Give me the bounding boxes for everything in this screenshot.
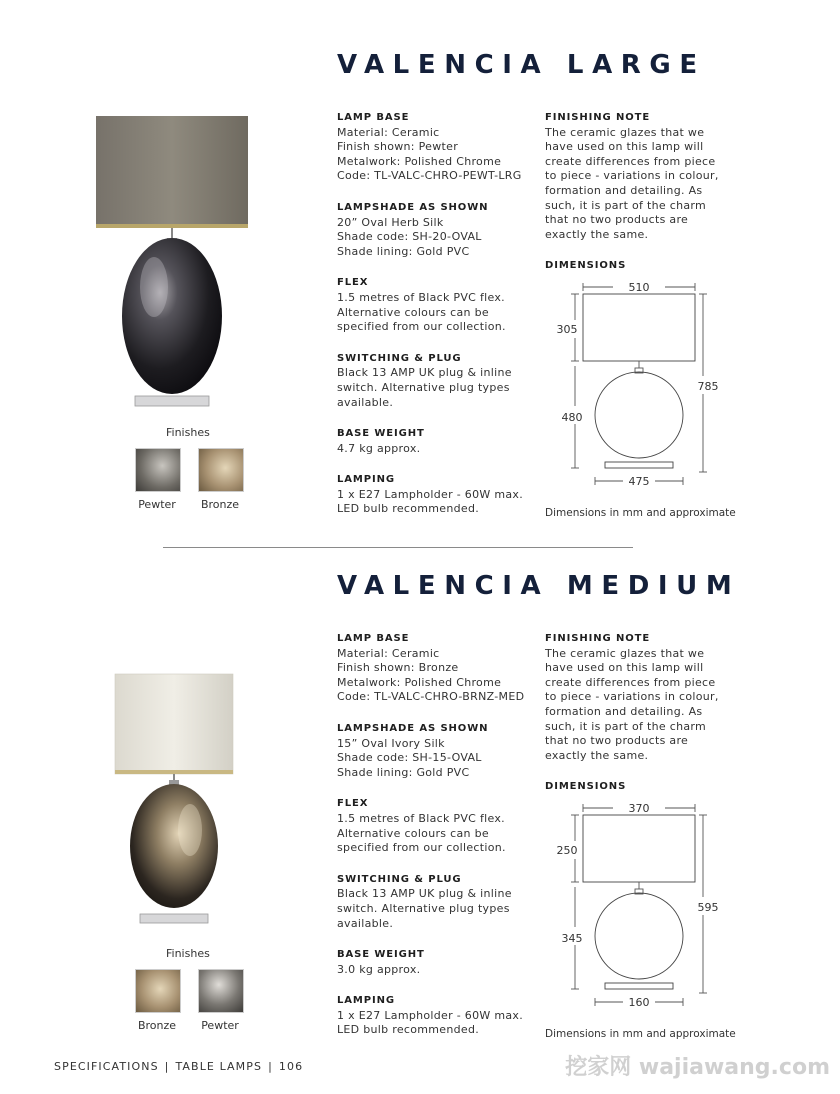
spec-heading: LAMP BASE [337,112,410,123]
finish-label-bronze: Bronze [200,498,240,511]
note-line: to piece - variations in colour, [545,690,719,704]
spec-flex [337,797,537,855]
spec-line: Shade code: SH-20-OVAL [337,230,482,244]
note-line: The ceramic glazes that we [545,125,705,139]
lamp-shade [96,116,248,228]
spec-line: Material: Ceramic [337,646,440,660]
spec-line: specified from our collection. [337,320,506,334]
section-divider [163,547,633,548]
finish-swatch-bronze[interactable] [198,448,244,492]
note-line: such, it is part of the charm [545,198,707,212]
spec-heading: LAMPING [337,474,395,486]
note-line: have used on this lamp will [545,661,704,675]
spec-line: LED bulb recommended. [337,1023,480,1037]
spec-lamping [337,994,537,1038]
lamp-shade [115,674,233,774]
lamp-image [105,670,245,932]
spec-column [337,111,537,534]
note-line: create differences from piece [545,154,716,168]
spec-heading: LAMPSHADE AS SHOWN [337,201,489,213]
dim-base-width: 475 [628,475,650,488]
spec-column [337,632,537,1055]
spec-line: Finish shown: Bronze [337,661,459,675]
spec-line: LED bulb recommended. [337,502,480,516]
note-line: that no two products are [545,213,689,227]
note-line: The ceramic glazes that we [545,646,705,660]
spec-line: Alternative colours can be [337,305,489,319]
spec-line: Black 13 AMP UK plug & inline [337,366,512,380]
footer-category: TABLE LAMPS [175,1060,263,1073]
spec-line: Metalwork: Polished Chrome [337,154,502,168]
spec-line: 1.5 metres of Black PVC flex. [337,811,505,825]
dimension-diagram [545,797,725,1012]
finish-swatch-bronze[interactable] [135,969,181,1013]
spec-line: 20” Oval Herb Silk [337,215,444,229]
finishing-note [545,632,735,795]
spec-heading: BASE WEIGHT [337,428,425,440]
spec-heading: SWITCHING & PLUG [337,352,462,364]
spec-lamp-base [337,111,537,184]
spec-line: 1 x E27 Lampholder - 60W max. [337,1008,524,1022]
spec-heading: LAMP BASE [337,633,410,644]
spec-line: available. [337,916,394,930]
spec-line: Black 13 AMP UK plug & inline [337,887,512,901]
note-line: such, it is part of the charm [545,719,707,733]
spec-heading: FLEX [337,798,369,810]
dim-shade-height: 250 [556,844,578,857]
dim-total-height: 785 [697,380,719,393]
spec-lampshade [337,201,537,259]
footer-section: SPECIFICATIONS [54,1060,159,1073]
finishes-label: Finishes [166,947,210,960]
lamp-body [122,238,222,394]
note-line: to piece - variations in colour, [545,169,719,183]
spec-line: Code: TL-VALC-CHRO-PEWT-LRG [337,169,522,183]
spec-line: switch. Alternative plug types [337,380,510,394]
dimension-diagram [545,276,725,491]
spec-line: Metalwork: Polished Chrome [337,675,502,689]
footer-page-number: 106 [278,1060,304,1073]
spec-line: Code: TL-VALC-CHRO-BRNZ-MED [337,690,525,704]
spec-switching [337,352,537,410]
footer-separator: | [164,1060,170,1073]
note-line: that no two products are [545,734,689,748]
spec-line: 3.0 kg approx. [337,962,421,976]
spec-line: 4.7 kg approx. [337,441,421,455]
finish-label-pewter: Pewter [138,498,176,511]
finishing-note-heading: FINISHING NOTE [545,633,651,644]
note-line: have used on this lamp will [545,140,704,154]
spec-switching [337,873,537,931]
spec-line: 15” Oval Ivory Silk [337,736,445,750]
note-line: formation and detailing. As [545,183,703,197]
dim-base-height: 480 [561,411,583,424]
spec-lampshade [337,722,537,780]
dim-shade-width: 370 [628,802,650,815]
dim-shade-height: 305 [556,323,578,336]
spec-base-weight [337,948,537,977]
finish-label-pewter: Pewter [201,1019,239,1032]
note-line: create differences from piece [545,675,716,689]
dimensions-heading: DIMENSIONS [545,781,627,793]
spec-line: 1.5 metres of Black PVC flex. [337,290,505,304]
note-line: exactly the same. [545,227,649,241]
spec-lamp-base [337,632,537,705]
spec-lamping [337,473,537,517]
lamp-plinth [140,914,208,923]
spec-line: Shade lining: Gold PVC [337,765,470,779]
product-title: VALENCIA MEDIUM [337,571,741,601]
finish-label-bronze: Bronze [137,1019,177,1032]
note-line: formation and detailing. As [545,704,703,718]
page-footer [54,1060,303,1073]
product-title: VALENCIA LARGE [337,50,706,80]
lamp-plinth [135,396,209,406]
lamp-image [92,112,252,412]
spec-base-weight [337,427,537,456]
spec-flex [337,276,537,334]
spec-line: available. [337,395,394,409]
watermark: 挖家网 wajiawang.com [565,1055,830,1080]
finishes-label: Finishes [166,426,210,439]
dimensions-note: Dimensions in mm and approximate [545,507,736,519]
spec-line: 1 x E27 Lampholder - 60W max. [337,487,524,501]
dim-base-height: 345 [561,932,583,945]
dim-shade-width: 510 [628,281,650,294]
spec-heading: BASE WEIGHT [337,949,425,961]
spec-line: Shade code: SH-15-OVAL [337,751,482,765]
spec-heading: FLEX [337,277,369,289]
dimensions-heading: DIMENSIONS [545,260,627,272]
spec-line: Alternative colours can be [337,826,489,840]
spec-line: switch. Alternative plug types [337,901,510,915]
finishing-note-heading: FINISHING NOTE [545,112,651,123]
dim-total-height: 595 [697,901,719,914]
spec-line: specified from our collection. [337,841,506,855]
dim-base-width: 160 [628,996,650,1009]
spec-line: Shade lining: Gold PVC [337,244,470,258]
finishing-note [545,111,735,274]
footer-separator: | [268,1060,273,1073]
spec-line: Finish shown: Pewter [337,140,459,154]
note-line: exactly the same. [545,748,649,762]
finish-swatch-pewter[interactable] [135,448,181,492]
spec-line: Material: Ceramic [337,125,440,139]
spec-heading: LAMPING [337,995,395,1007]
spec-heading: LAMPSHADE AS SHOWN [337,722,489,734]
dimensions-note: Dimensions in mm and approximate [545,1028,736,1040]
lamp-body [130,784,218,908]
spec-heading: SWITCHING & PLUG [337,873,462,885]
finish-swatch-pewter[interactable] [198,969,244,1013]
